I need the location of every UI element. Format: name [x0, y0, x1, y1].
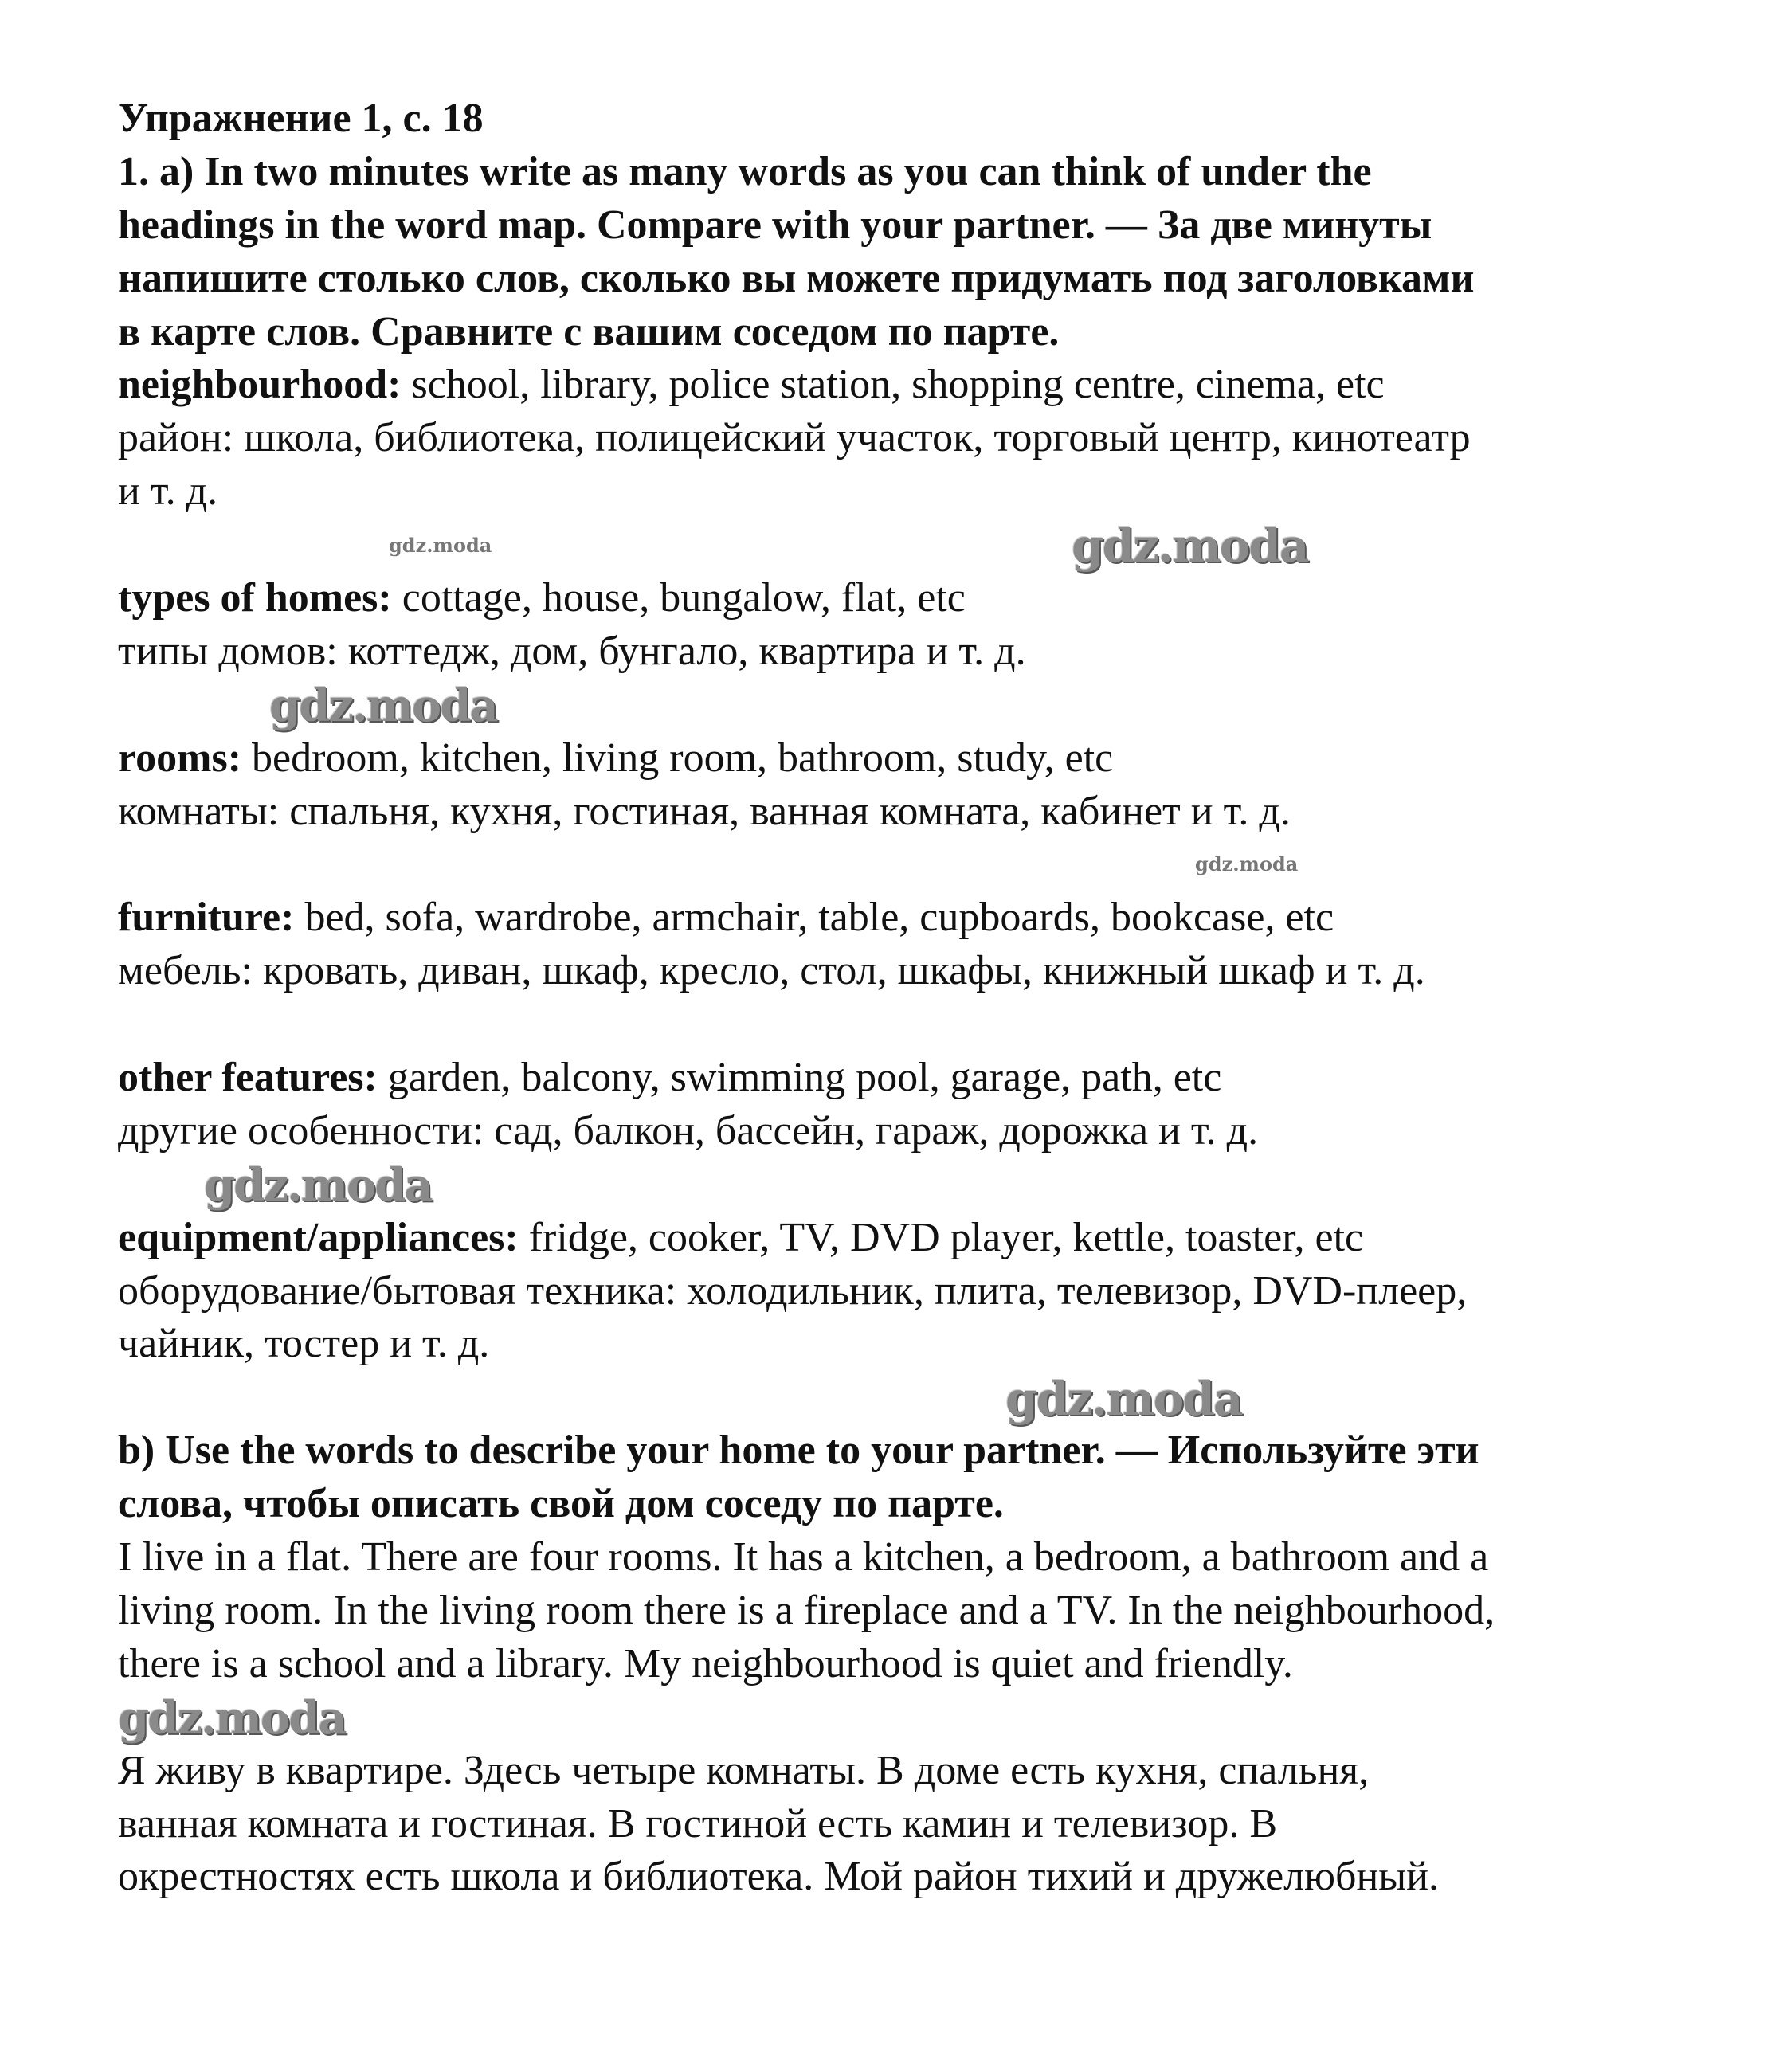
group-words: fridge, cooker, TV, DVD player, kettle, toaster, etc: [518, 1214, 1364, 1260]
group-translation: оборудование/бытовая техника: холодильник, плита, телевизор, DVD-плеер,: [118, 1267, 1468, 1314]
spacer: [118, 998, 1711, 1052]
spacer: [118, 519, 1711, 572]
answer-ru-line: Я живу в квартире. Здесь четыре комнаты. В доме есть кухня, спальня,: [118, 1747, 1370, 1793]
group-translation: район: школа, библиотека, полицейский участок, торговый центр, кинотеатр: [118, 415, 1471, 461]
answer-ru-line: окрестностях есть школа и библиотека. Мой район тихий и дружелюбный.: [118, 1854, 1440, 1900]
exercise-title: Упражнение 1, с. 18: [118, 96, 484, 141]
task-a-line: headings in the word map. Compare with your partner. — За две минуты: [118, 202, 1432, 248]
group-types-of-homes: [118, 572, 1711, 625]
group-translation: другие особенности: сад, балкон, бассейн, гараж, дорожка и т. д.: [118, 1107, 1259, 1154]
watermark: gdz.moda: [204, 1159, 432, 1212]
watermark: gdz.moda: [389, 534, 492, 557]
task-a-line: в карте слов. Сравните с вашим соседом по парте.: [118, 308, 1060, 354]
group-label: furniture:: [118, 895, 295, 941]
document-body: [118, 92, 1711, 1904]
group-furniture: [118, 891, 1711, 945]
group-words: bedroom, kitchen, living room, bathroom, study, etc: [241, 734, 1114, 781]
spacer: [118, 838, 1711, 891]
task-b-line: слова, чтобы описать свой дом соседу по парте.: [118, 1481, 1004, 1527]
task-a-line: 1. a) In two minutes write as many words as you can think of under the: [118, 148, 1372, 194]
group-words: school, library, police station, shopping centre, cinema, etc: [401, 362, 1385, 408]
group-neighbourhood: [118, 358, 1711, 412]
group-label: equipment/appliances:: [118, 1214, 519, 1260]
group-label: other features:: [118, 1055, 378, 1101]
watermark: gdz.moda: [1195, 852, 1299, 875]
group-translation: чайник, тостер и т. д.: [118, 1321, 490, 1367]
watermark: gdz.moda: [269, 680, 497, 732]
answer-ru-line: ванная комната и гостиная. В гостиной есть камин и телевизор. В: [118, 1800, 1278, 1847]
answer-en-line: I live in a flat. There are four rooms. It has a kitchen, a bedroom, a bathroom and a: [118, 1534, 1489, 1580]
task-a-line: напишите столько слов, сколько вы можете придумать под заголовками: [118, 255, 1475, 301]
group-words: cottage, house, bungalow, flat, etc: [391, 575, 966, 621]
group-equipment: [118, 1212, 1711, 1265]
group-translation: и т. д.: [118, 468, 218, 515]
spacer: [118, 1371, 1711, 1424]
watermark: gdz.moda: [118, 1692, 346, 1745]
group-words: bed, sofa, wardrobe, armchair, table, cupboards, bookcase, etc: [294, 895, 1334, 941]
group-label: types of homes:: [118, 575, 392, 621]
group-words: garden, balcony, swimming pool, garage, path, etc: [377, 1055, 1222, 1101]
group-translation: комнаты: спальня, кухня, гостиная, ванная комната, кабинет и т. д.: [118, 788, 1291, 834]
group-translation: мебель: кровать, диван, шкаф, кресло, стол, шкафы, книжный шкаф и т. д.: [118, 948, 1425, 994]
watermark: gdz.moda: [1072, 519, 1308, 573]
task-b-line: b) Use the words to describe your home to your partner. — Используйте эти: [118, 1428, 1479, 1474]
group-other-features: [118, 1052, 1711, 1105]
answer-en-line: there is a school and a library. My neighbourhood is quiet and friendly.: [118, 1640, 1293, 1686]
answer-en-line: living room. In the living room there is a fireplace and a TV. In the neighbourhood,: [118, 1587, 1495, 1633]
watermark: gdz.moda: [1005, 1372, 1242, 1426]
group-translation: типы домов: коттедж, дом, бунгало, квартира и т. д.: [118, 628, 1026, 674]
group-label: rooms:: [118, 734, 242, 781]
spacer: [118, 1691, 1711, 1745]
group-label: neighbourhood:: [118, 362, 402, 408]
group-rooms: [118, 732, 1711, 785]
